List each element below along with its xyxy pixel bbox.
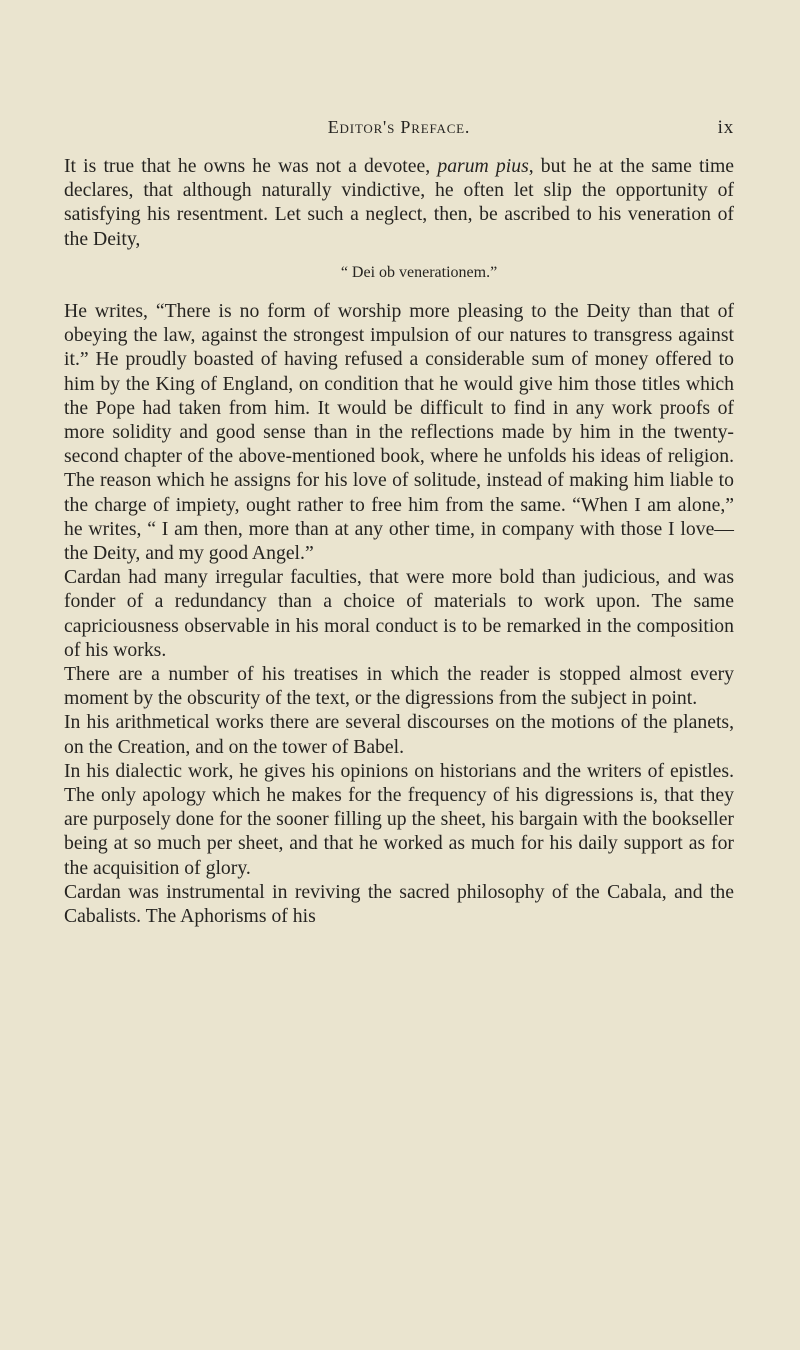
latin-quote: “ Dei ob venerationem.” (340, 263, 498, 281)
paragraph-5: In his arithmetical works there are several discourses on the motions of the planets, on the Creation, and on the tower of Babel. (64, 711, 734, 758)
page-number: ix (717, 117, 734, 138)
italic-phrase: parum pius (437, 155, 529, 177)
paragraph-4: There are a number of his treatises in which the reader is stopped almost every moment by the obscurity of the text, or the digressions from the subject in point. (64, 663, 734, 710)
running-title: Editor's Preface. (327, 117, 471, 137)
paragraph-7: Cardan was instrumental in reviving the sacred philosophy of the Cabala, and the Cabalists. The Aphorisms of his (64, 880, 734, 928)
paragraph-1-end: , but he at the same time declares, that although naturally vindictive, he often let slip the opportunity of satisfying his resentment. Let such a neglect, then, be ascribed to his veneration of the Deity, (64, 155, 735, 250)
book-page (64, 0, 734, 1350)
paragraph-2: He writes, “There is no form of worship more pleasing to the Deity than that of obeying the law, against the strongest impulsion of our natures to transgress against it.” He proudly boasted of having refused a considerable sum of money offered to him by the King of England, on condition that he would give him those titles which the Pope had taken from him. It would be difficult to find in any work proofs of more solidity and good sense than in the reflections made by him in the twenty-second chapter of the above-mentioned book, where he unfolds his ideas of religion. The reason which he assigns for his love of solitude, instead of making him liable to the charge of impiety, ought rather to free him from the same. “When I am alone,” he writes, “ I am then, more than at any other time, in company with those I love—the Deity, and my good Angel.” (64, 300, 734, 565)
paragraph-3: Cardan had many irregular faculties, that were more bold than judicious, and was fonder of a redundancy than a choice of materials to work upon. The same capriciousness observable in his moral conduct is to be remarked in the composition of his works. (64, 566, 734, 661)
paragraph-1 (64, 154, 734, 251)
body-text (64, 154, 734, 928)
paragraph-6: In his dialectic work, he gives his opinions on historians and the writers of epistles. The only apology which he makes for the frequency of his digressions is, that they are purposely done for the sooner filling up the sheet, his bargain with the bookseller being at so much per sheet, and that he worked as much for his daily support as for the acquisition of glory. (64, 759, 734, 879)
paragraph-1-start: It is true that he owns he was not a devotee, (64, 155, 438, 177)
running-head (64, 117, 734, 143)
